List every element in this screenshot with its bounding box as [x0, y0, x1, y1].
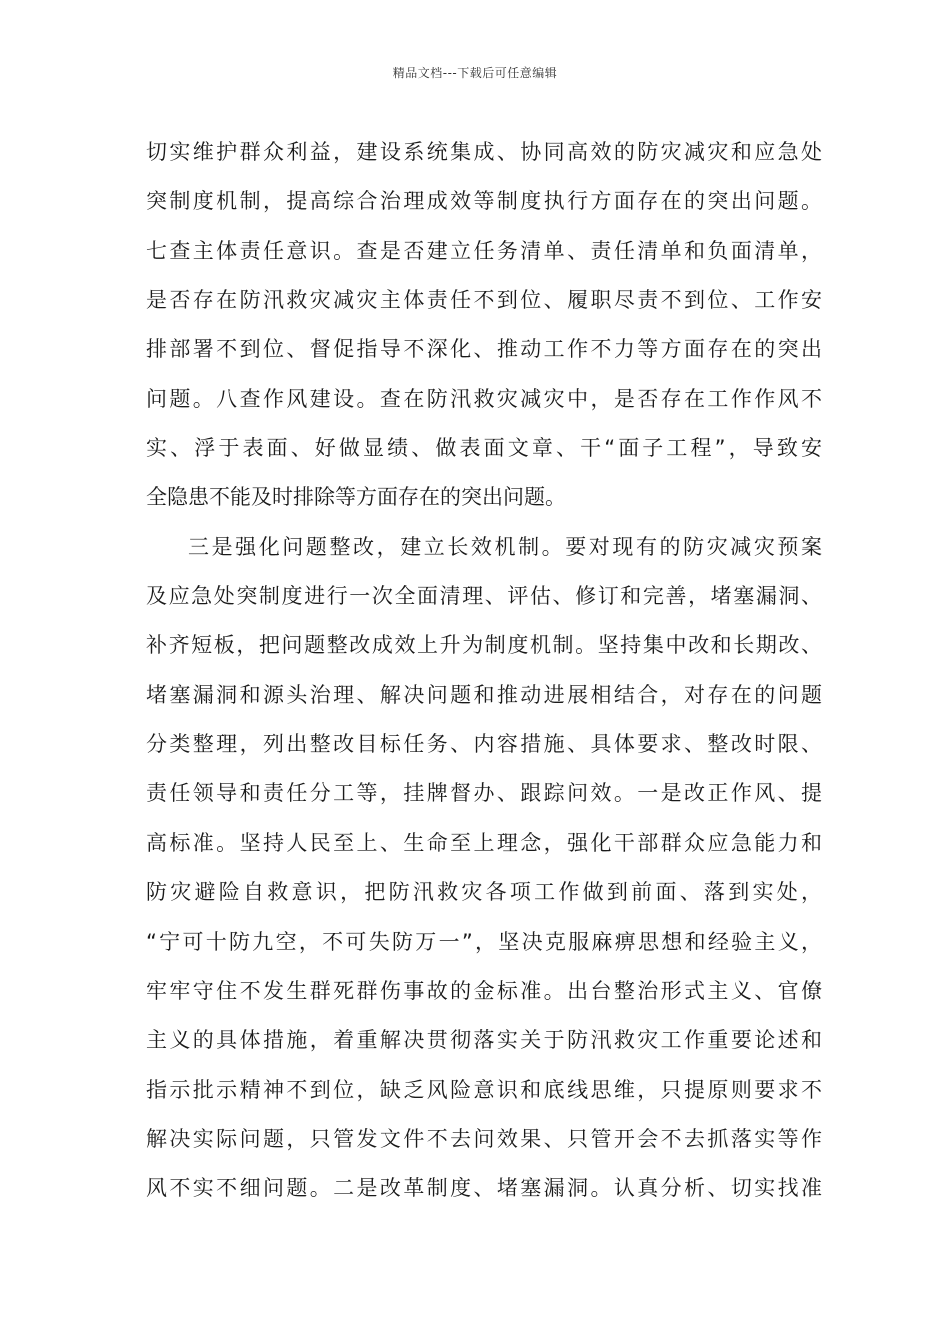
text-line: 解决实际问题，只管发文件不去问效果、只管开会不去抓落实等作 — [146, 1126, 822, 1151]
document-body — [146, 128, 822, 1214]
text-line: 问题。八查作风建设。查在防汛救灾减灾中，是否存在工作作风不 — [146, 386, 822, 411]
paragraph-end-line: 全隐患不能及时排除等方面存在的突出问题。 — [146, 485, 566, 510]
text-line: 排部署不到位、督促指导不深化、推动工作不力等方面存在的突出 — [146, 337, 822, 362]
text-line: 实、浮于表面、好做显绩、做表面文章、干“面子工程”，导致安 — [146, 436, 822, 461]
text-line: 指示批示精神不到位，缺乏风险意识和底线思维，只提原则要求不 — [146, 1077, 822, 1102]
text-line: 责任领导和责任分工等，挂牌督办、跟踪问效。一是改正作风、提 — [146, 781, 822, 806]
text-line: 高标准。坚持人民至上、生命至上理念，强化干部群众应急能力和 — [146, 830, 822, 855]
text-line: 补齐短板，把问题整改成效上升为制度机制。坚持集中改和长期改、 — [146, 633, 822, 658]
text-line: 七查主体责任意识。查是否建立任务清单、责任清单和负面清单， — [146, 238, 822, 263]
text-line: “宁可十防九空，不可失防万一”，坚决克服麻痹思想和经验主义， — [146, 929, 822, 954]
text-line: 风不实不细问题。二是改革制度、堵塞漏洞。认真分析、切实找准 — [146, 1176, 822, 1201]
text-line: 主义的具体措施，着重解决贯彻落实关于防汛救灾工作重要论述和 — [146, 1028, 822, 1053]
text-line: 堵塞漏洞和源头治理、解决问题和推动进展相结合，对存在的问题 — [146, 682, 822, 707]
text-line: 突制度机制，提高综合治理成效等制度执行方面存在的突出问题。 — [146, 189, 822, 214]
text-line: 是否存在防汛救灾减灾主体责任不到位、履职尽责不到位、工作安 — [146, 288, 822, 313]
text-line: 防灾避险自救意识，把防汛救灾各项工作做到前面、落到实处， — [146, 880, 822, 905]
paragraph-start-line: 三是强化问题整改，建立长效机制。要对现有的防灾减灾预案 — [188, 534, 822, 559]
text-line: 牢牢守住不发生群死群伤事故的金标准。出台整治形式主义、官僚 — [146, 978, 822, 1003]
text-line: 及应急处突制度进行一次全面清理、评估、修订和完善，堵塞漏洞、 — [146, 584, 822, 609]
page-header: 精品文档---下载后可任意编辑 — [392, 66, 558, 80]
text-line: 分类整理，列出整改目标任务、内容措施、具体要求、整改时限、 — [146, 732, 822, 757]
text-line: 切实维护群众利益，建设系统集成、协同高效的防灾减灾和应急处 — [146, 140, 822, 164]
